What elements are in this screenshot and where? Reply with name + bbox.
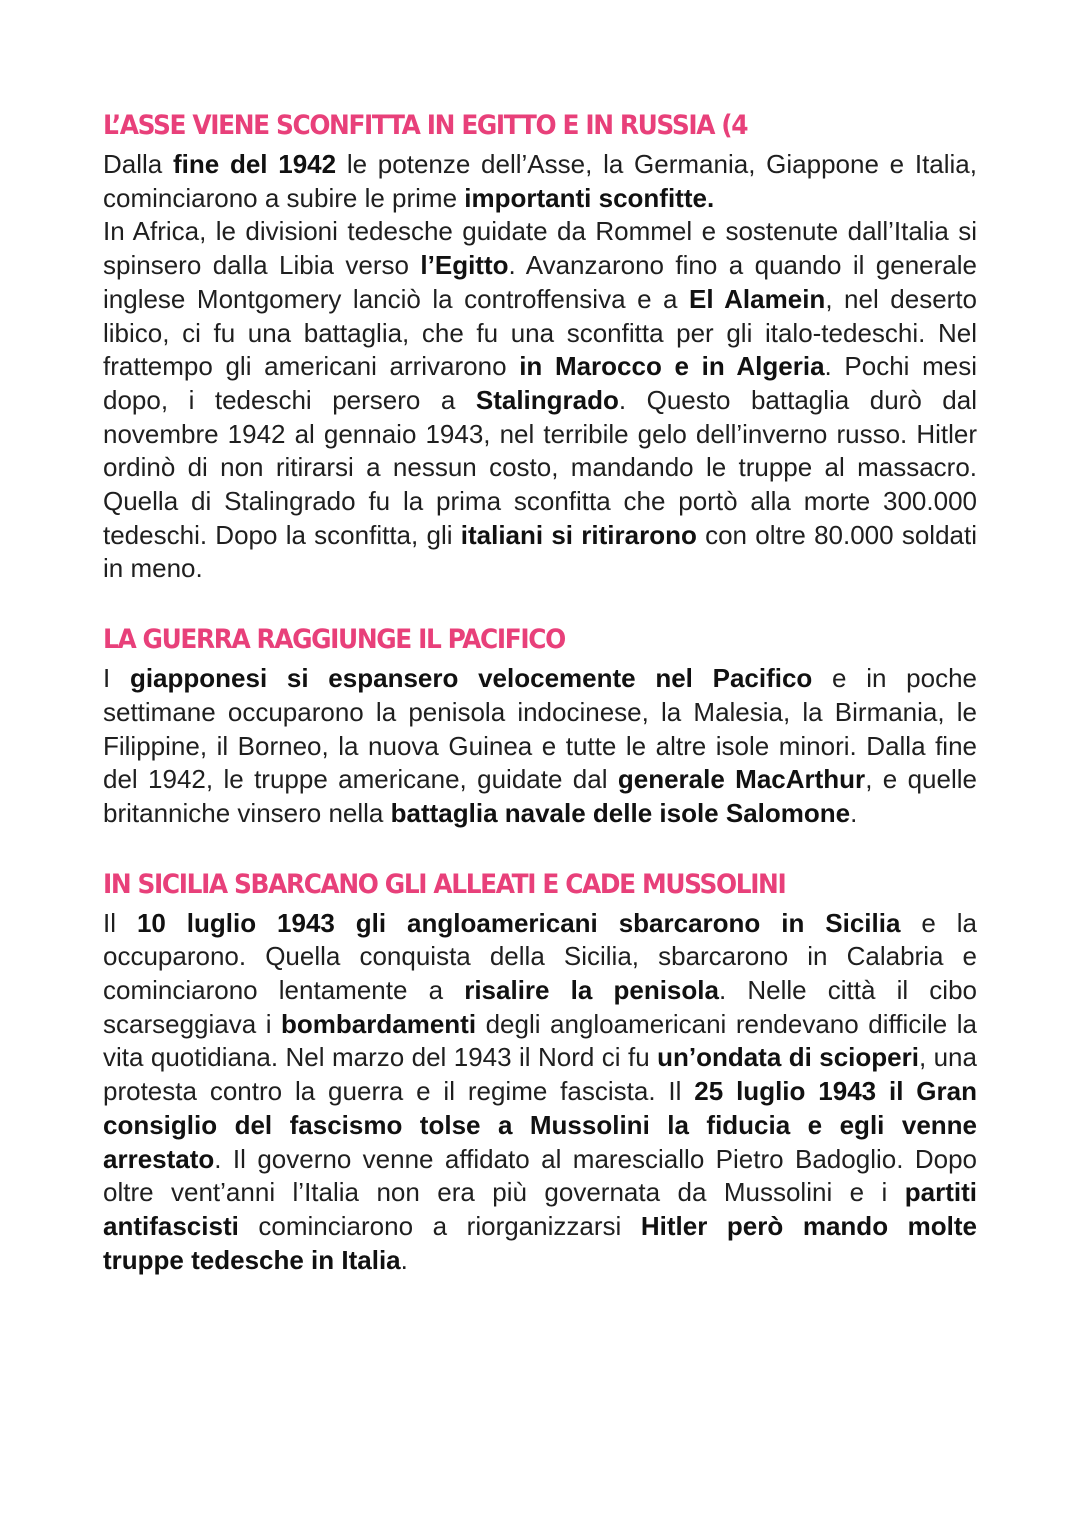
bold-text: giapponesi si espansero velocemente nel Pacifico <box>129 663 813 694</box>
section-body <box>103 148 977 586</box>
section-title: L’ASSE VIENE SCONFITTA IN EGITTO E IN RUSSIA (4 <box>103 110 748 141</box>
bold-text: l’Egitto <box>420 250 509 281</box>
section-body <box>103 907 977 1278</box>
bold-text: Hitler però mando molte truppe tedesche in Italia <box>103 1210 977 1275</box>
section-egitto-russia <box>103 108 977 586</box>
bold-text: un’ondata di scioperi <box>657 1042 919 1073</box>
bold-text: generale MacArthur <box>617 764 866 795</box>
body-text: . Avanzarono fino a quando il generale inglese Montgomery lanciò la controffensiva e a <box>103 250 977 314</box>
body-text: cominciarono a riorganizzarsi <box>238 1210 641 1241</box>
body-text: . <box>850 797 858 828</box>
bold-text: in Marocco e in Algeria <box>519 351 825 382</box>
bold-text: fine del 1942 <box>172 149 337 179</box>
body-text: e in poche settimane occuparono la penisola indocinese, la Malesia, la Birmania, le Filippine, il Borneo, la nuova Guinea e tutte le altre isole minori. Dalla fine del 1942, le truppe americane, guidate dal <box>103 663 977 795</box>
bold-text: El Alamein <box>689 283 826 314</box>
bold-text: italiani si ritirarono <box>460 519 697 550</box>
body-text: Il <box>103 907 137 938</box>
body-text: . Questo battaglia durò dal novembre 1942 al gennaio 1943, nel terribile gelo dell’inverno russo. Hitler ordinò di non ritirarsi a nessun costo, mandando le truppe al massacro. Quella di Stalingrado fu la prima sconfitta che portò alla morte 300.000 tedeschi. Dopo la sconfitta, gli <box>103 384 978 550</box>
bold-text: partiti antifascisti <box>103 1177 977 1241</box>
section-title: LA GUERRA RAGGIUNGE IL PACIFICO <box>103 624 565 656</box>
body-text: degli angloamericani rendevano difficile la vita quotidiana. Nel marzo del 1943 il Nord ci fu <box>103 1008 978 1073</box>
bold-text: 25 luglio 1943 il Gran consiglio del fascismo tolse a Mussolini la fiducia e egli venne arrestato <box>103 1076 977 1174</box>
body-text: I <box>103 663 130 694</box>
bold-text: Stalingrado <box>475 384 619 415</box>
section-pacifico <box>103 622 977 831</box>
body-text: . Pochi mesi dopo, i tedeschi persero a <box>103 351 977 415</box>
body-text: , e quelle britanniche vinsero nella <box>103 764 977 828</box>
body-text: . <box>400 1244 408 1275</box>
body-text: , nel deserto libico, ci fu una battaglia, che fu una sconfitta per gli italo-tedeschi. Nel frattempo gli americani arrivarono <box>103 283 977 382</box>
bold-text: battaglia navale delle isole Salomone <box>390 797 851 828</box>
section-title: IN SICILIA SBARCANO GLI ALLEATI E CADE MUSSOLINI <box>103 868 786 900</box>
body-text: e la occuparono. Quella conquista della Sicilia, sbarcarono in Calabria e cominciarono lentamente a <box>103 907 977 1006</box>
body-text: , una protesta contro la guerra e il regime fascista. Il <box>103 1042 977 1107</box>
document-page <box>103 108 977 1277</box>
bold-text: risalire la penisola <box>464 975 719 1006</box>
body-text: le potenze dell’Asse, la Germania, Giappone e Italia, cominciarono a subire le prime <box>103 149 977 213</box>
section-body <box>103 662 977 831</box>
body-text: In Africa, le divisioni tedesche guidate da Rommel e sostenute dall’Italia si spinsero dalla Libia verso <box>103 216 977 281</box>
bold-text: 10 luglio 1943 gli angloamericani sbarcarono in Sicilia <box>136 907 901 938</box>
body-text: . Nelle città il cibo scarseggiava i <box>103 975 977 1039</box>
bold-text: bombardamenti <box>281 1008 477 1039</box>
body-text: Dalla <box>103 149 173 179</box>
body-text: . Il governo venne affidato al maresciallo Pietro Badoglio. Dopo oltre vent’anni l’Italia non era più governata da Mussolini e i <box>103 1143 977 1208</box>
body-text: con oltre 80.000 soldati in meno. <box>103 519 977 584</box>
section-sicilia <box>103 867 977 1278</box>
bold-text: importanti sconfitte. <box>464 182 715 213</box>
